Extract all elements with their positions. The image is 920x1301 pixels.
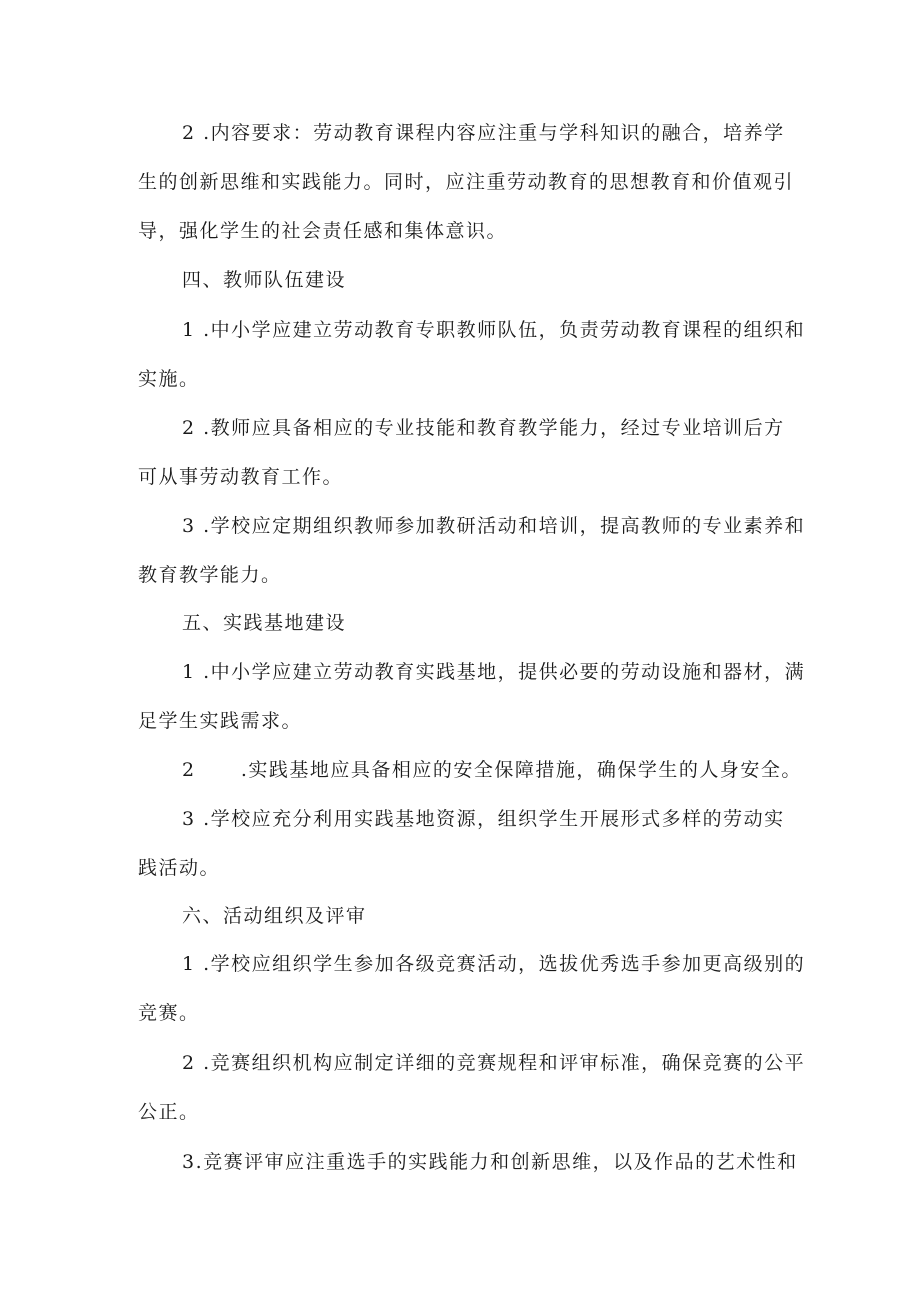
paragraph-activities-1: [138, 940, 806, 1038]
paragraph-line: 可从事劳动教育工作。: [138, 466, 344, 488]
section-heading-teachers: 四、教师队伍建设: [182, 269, 347, 291]
paragraph-activities-2: [138, 1039, 806, 1137]
paragraph-activities-3: [138, 1138, 798, 1187]
paragraph-practice-base-3: [138, 795, 788, 893]
paragraph-teachers-2: [138, 404, 788, 502]
paragraph-line: 实施。: [138, 368, 200, 390]
paragraph-line: 生的创新思维和实践能力。同时，应注重劳动教育的思想教育和价值观引: [138, 171, 795, 193]
paragraph-line: 2 .教师应具备相应的专业技能和教育教学能力，经过专业培训后方: [182, 417, 785, 439]
paragraph-line: 2 .实践基地应具备相应的安全保障措施，确保学生的人身安全。: [182, 759, 802, 781]
paragraph-line: 3.竞赛评审应注重选手的实践能力和创新思维，以及作品的艺术性和: [182, 1151, 798, 1173]
paragraph-line: 导，强化学生的社会责任感和集体意识。: [138, 220, 508, 242]
paragraph-content-requirements: [138, 109, 795, 256]
paragraph-line: 教育教学能力。: [138, 564, 282, 586]
paragraph-practice-base-1: [138, 648, 806, 746]
paragraph-practice-base-2: [138, 746, 802, 795]
paragraph-line: 2 .内容要求：劳动教育课程内容应注重与学科知识的融合，培养学: [182, 122, 785, 144]
paragraph-teachers-3: [138, 502, 806, 600]
paragraph-line: 3 .学校应定期组织教师参加教研活动和培训，提高教师的专业素养和: [182, 515, 806, 537]
paragraph-line: 3 .学校应充分利用实践基地资源，组织学生开展形式多样的劳动实: [182, 808, 785, 830]
paragraph-line: 1 .中小学应建立劳动教育实践基地，提供必要的劳动设施和器材，满: [182, 661, 806, 683]
paragraph-line: 足学生实践需求。: [138, 710, 303, 732]
paragraph-line: 公正。: [138, 1101, 200, 1123]
paragraph-line: 践活动。: [138, 857, 221, 879]
paragraph-teachers-1: [138, 306, 806, 404]
paragraph-line: 1 .学校应组织学生参加各级竞赛活动，选拔优秀选手参加更高级别的: [182, 953, 806, 975]
paragraph-line: 2 .竞赛组织机构应制定详细的竞赛规程和评审标准，确保竞赛的公平: [182, 1052, 806, 1074]
section-heading-activities: 六、活动组织及评审: [182, 905, 367, 927]
section-heading-practice-base: 五、实践基地建设: [182, 612, 347, 634]
paragraph-line: 1 .中小学应建立劳动教育专职教师队伍，负责劳动教育课程的组织和: [182, 319, 806, 341]
paragraph-line: 竞赛。: [138, 1002, 200, 1024]
